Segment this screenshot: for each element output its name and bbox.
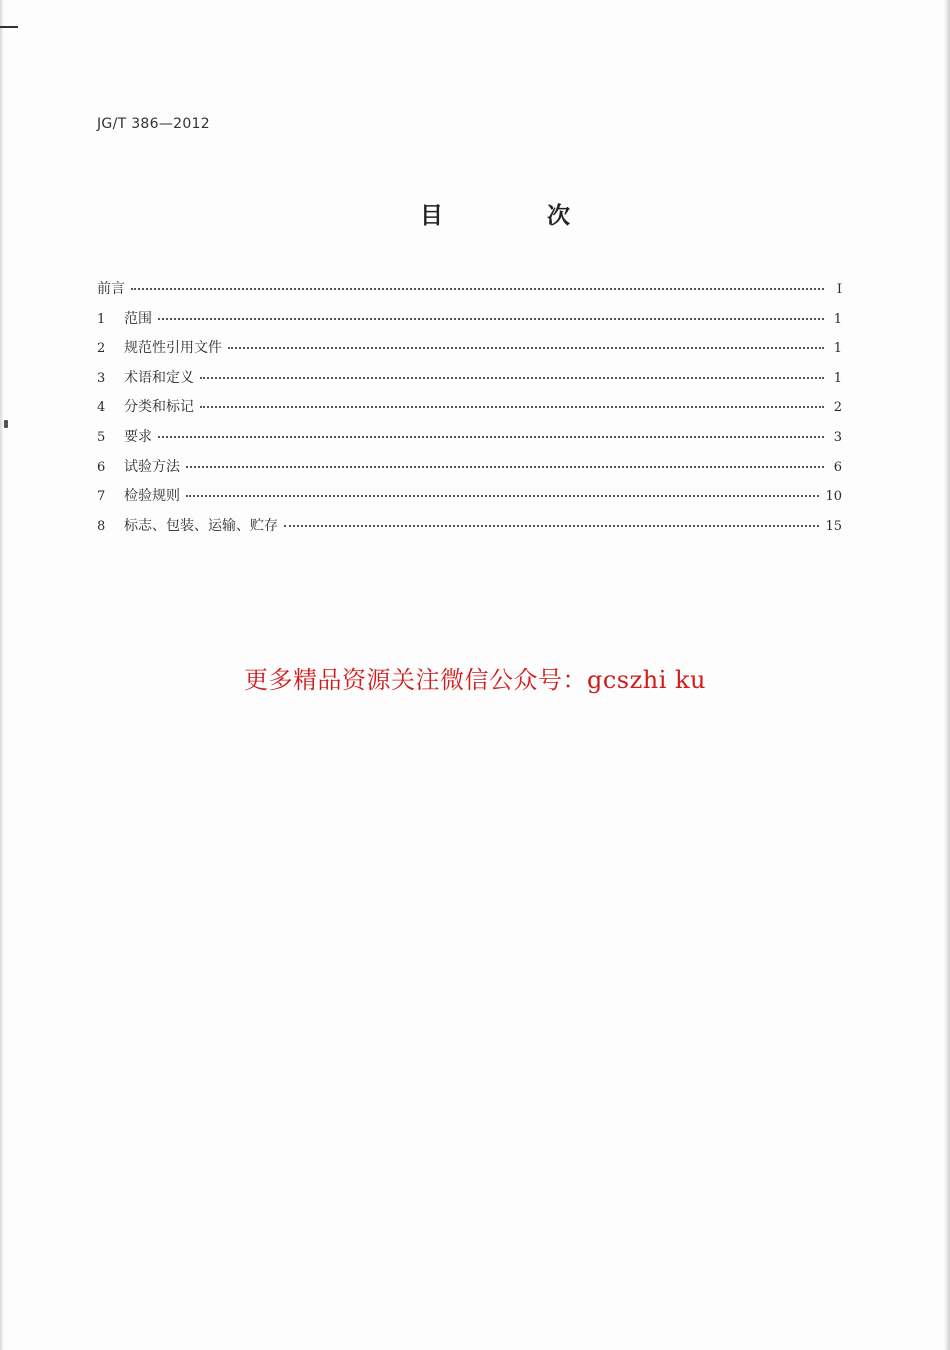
toc-label: 要求	[124, 428, 152, 445]
toc-page: 10	[825, 489, 842, 505]
toc-page: Ⅰ	[836, 282, 842, 297]
toc-label: 标志、包装、运输、贮存	[124, 517, 278, 534]
table-of-contents	[97, 278, 842, 544]
toc-page: 1	[833, 311, 842, 327]
toc-row-7[interactable]	[97, 485, 842, 515]
toc-row-4[interactable]	[97, 396, 842, 426]
page-title: 目 次	[419, 203, 618, 229]
toc-number: 7	[97, 489, 106, 505]
toc-label: 检验规则	[124, 488, 180, 505]
toc-leader-dots	[228, 347, 824, 349]
toc-page: 15	[825, 518, 842, 534]
toc-row-foreword[interactable]	[97, 278, 842, 308]
toc-leader-dots	[158, 318, 824, 320]
toc-number: 1	[97, 311, 106, 327]
toc-label: 试验方法	[124, 458, 180, 475]
standard-number: JG/T 386—2012	[97, 116, 210, 132]
corner-mark	[0, 26, 18, 28]
toc-label: 术语和定义	[124, 369, 194, 386]
toc-leader-dots	[186, 466, 824, 468]
toc-label: 范围	[124, 310, 152, 327]
toc-number: 8	[97, 518, 106, 534]
toc-row-8[interactable]	[97, 515, 842, 545]
toc-leader-dots	[200, 406, 824, 408]
toc-leader-dots	[186, 495, 819, 497]
toc-label: 规范性引用文件	[124, 340, 222, 357]
promo-watermark-text: 更多精品资源关注微信公众号：gcszhi ku	[243, 666, 707, 694]
toc-page: 2	[833, 400, 842, 416]
toc-leader-dots	[158, 436, 824, 438]
toc-row-6[interactable]	[97, 456, 842, 486]
toc-leader-dots	[131, 288, 824, 290]
scan-speck	[4, 420, 8, 428]
toc-page: 1	[833, 341, 842, 357]
toc-row-5[interactable]	[97, 426, 842, 456]
toc-number: 6	[97, 459, 106, 475]
toc-number: 3	[97, 370, 106, 386]
toc-label: 分类和标记	[124, 399, 194, 416]
toc-row-2[interactable]	[97, 337, 842, 367]
toc-row-3[interactable]	[97, 367, 842, 397]
toc-leader-dots	[200, 377, 824, 379]
toc-number: 4	[97, 400, 106, 416]
toc-page: 6	[833, 459, 842, 475]
toc-label: 前言	[97, 281, 125, 297]
toc-number: 5	[97, 429, 106, 445]
toc-page: 1	[833, 370, 842, 386]
toc-number: 2	[97, 341, 106, 357]
toc-leader-dots	[284, 525, 819, 527]
toc-row-1[interactable]	[97, 308, 842, 338]
toc-page: 3	[833, 429, 842, 445]
